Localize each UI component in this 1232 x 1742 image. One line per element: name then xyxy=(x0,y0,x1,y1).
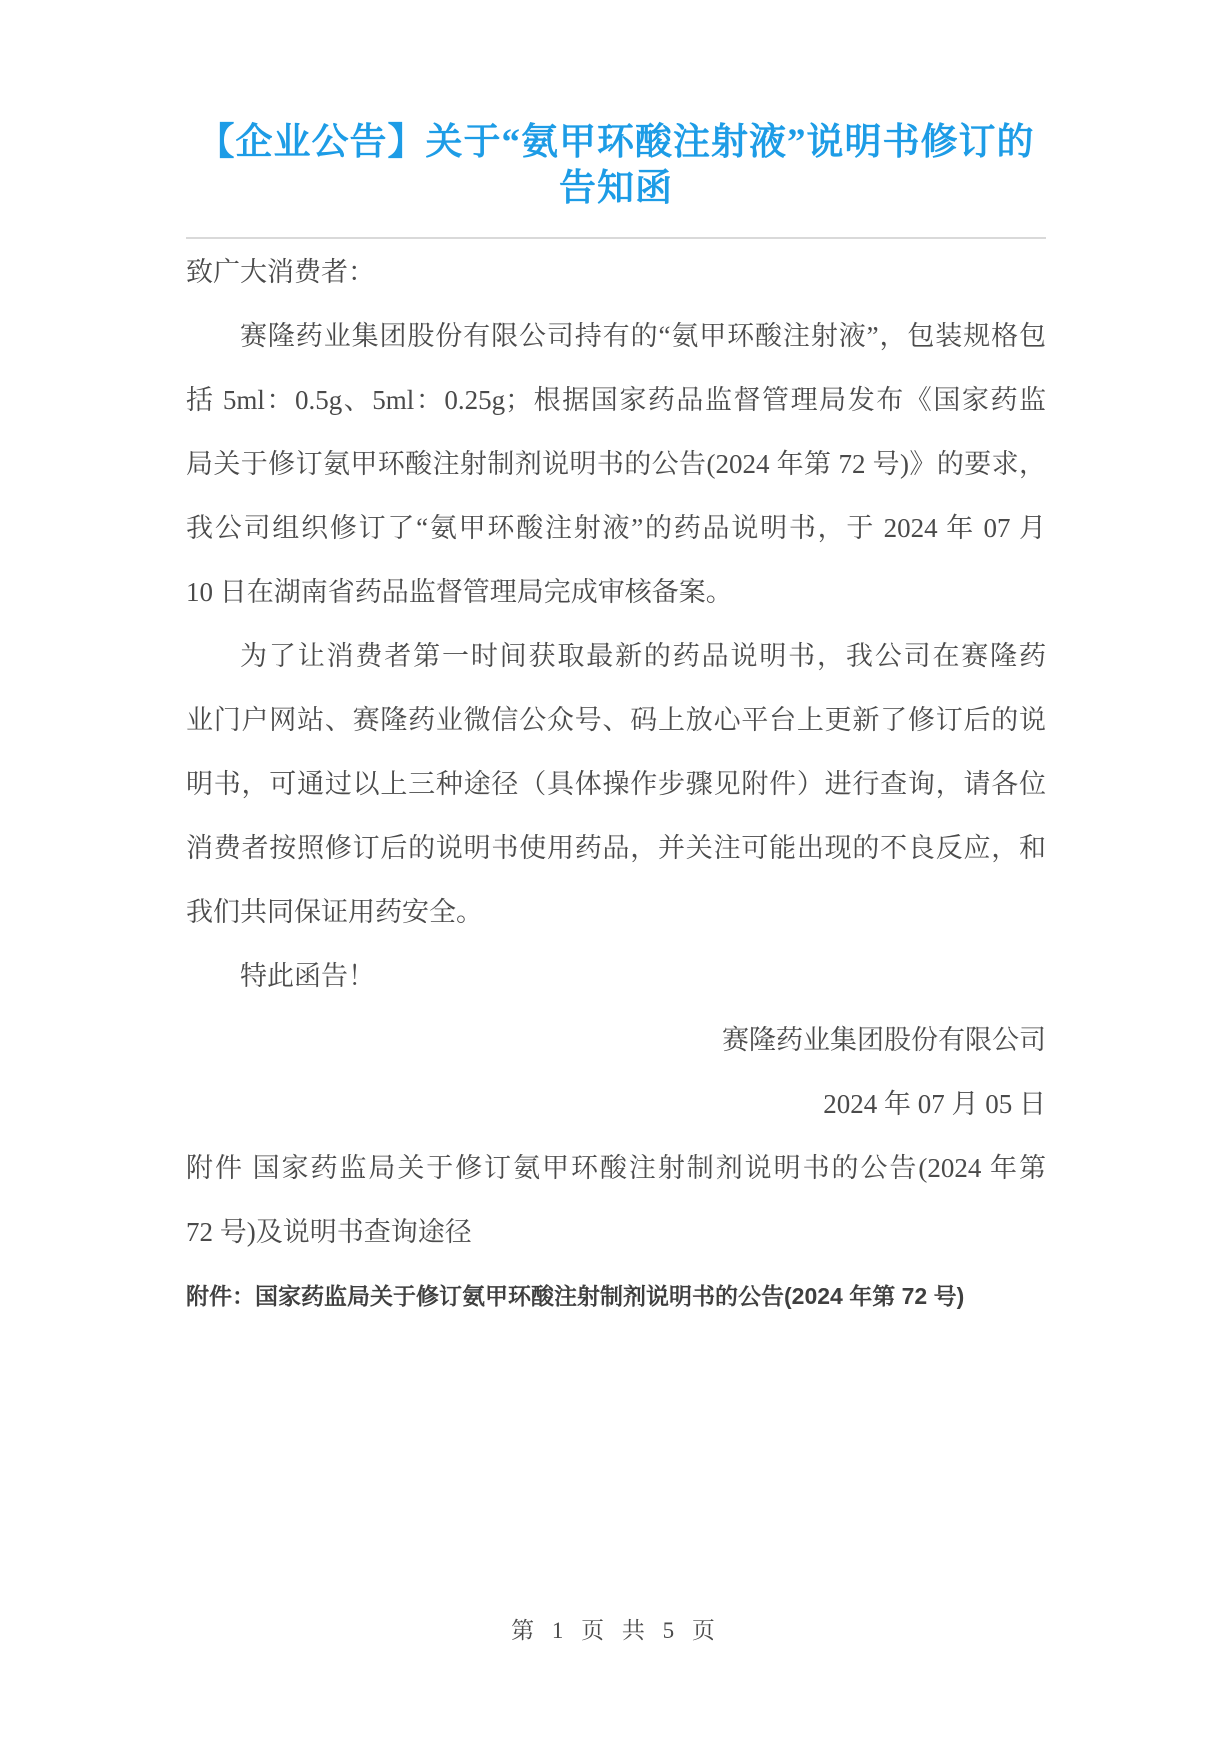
document-body xyxy=(186,240,1046,1316)
body-line: 局关于修订氨甲环酸注射制剂说明书的公告(2024 年第 72 号)》的要求， xyxy=(186,449,1046,479)
document-title: 【企业公告】关于“氨甲环酸注射液”说明书修订的告知函 xyxy=(197,122,1035,209)
body-line: 我们共同保证用药安全。 xyxy=(186,897,483,927)
body-line: 消费者按照修订后的说明书使用药品，并关注可能出现的不良反应，和 xyxy=(186,833,1046,863)
body-line: 明书，可通过以上三种途径（具体操作步骤见附件）进行查询，请各位 xyxy=(186,769,1046,799)
body-line: 业门户网站、赛隆药业微信公众号、码上放心平台上更新了修订后的说 xyxy=(186,705,1046,735)
attachment-line: 附件 国家药监局关于修订氨甲环酸注射制剂说明书的公告(2024 年第 xyxy=(186,1153,1046,1183)
body-line: 为了让消费者第一时间获取最新的药品说明书，我公司在赛隆药 xyxy=(240,641,1046,671)
body-line: 赛隆药业集团股份有限公司持有的“氨甲环酸注射液”，包装规格包 xyxy=(240,321,1046,351)
attachment-bold-note: 附件：国家药监局关于修订氨甲环酸注射制剂说明书的公告(2024 年第 72 号) xyxy=(186,1283,965,1309)
page-number-footer: 第 1 页 共 5 页 xyxy=(511,1618,721,1643)
attachment-line: 72 号)及说明书查询途径 xyxy=(186,1217,472,1247)
document-content xyxy=(186,0,1046,1316)
salutation-line: 致广大消费者： xyxy=(186,257,375,287)
signature-date: 2024 年 07 月 05 日 xyxy=(823,1089,1046,1119)
body-line: 我公司组织修订了“氨甲环酸注射液”的药品说明书，于 2024 年 07 月 xyxy=(186,513,1046,543)
body-line: 括 5ml：0.5g、5ml：0.25g；根据国家药品监督管理局发布《国家药监 xyxy=(186,385,1046,415)
body-line: 10 日在湖南省药品监督管理局完成审核备案。 xyxy=(186,577,733,607)
title-divider xyxy=(186,237,1046,239)
closing-line: 特此函告！ xyxy=(240,961,375,991)
signature-company: 赛隆药业集团股份有限公司 xyxy=(722,1025,1046,1055)
